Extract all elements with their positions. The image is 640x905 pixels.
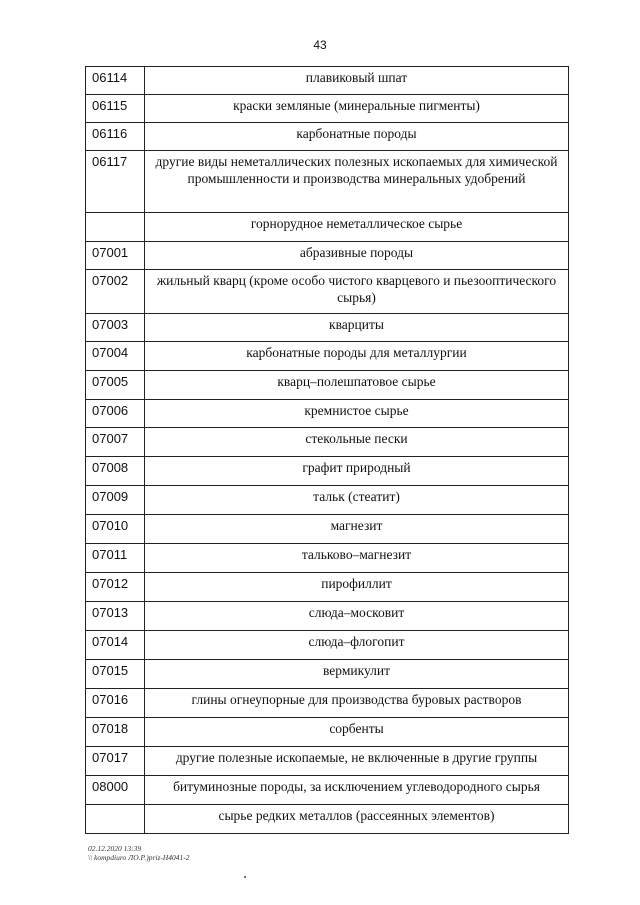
row-code: 06116 [86,123,145,151]
table-row [86,400,569,428]
row-name: горнорудное неметаллическое сырье [145,213,569,242]
row-name: сорбенты [145,718,569,747]
table-row [86,314,569,342]
row-name: тальк (стеатит) [145,486,569,515]
table-row [86,544,569,573]
row-code: 07015 [86,660,145,689]
row-name: плавиковый шпат [145,67,569,95]
row-name: слюда–флогопит [145,631,569,660]
table-row [86,67,569,95]
row-name: кварциты [145,314,569,342]
row-code: 07004 [86,342,145,371]
row-name: магнезит [145,515,569,544]
table-row [86,515,569,544]
row-name: графит природный [145,457,569,486]
table-row [86,371,569,400]
table-row [86,660,569,689]
row-name: другие полезные ископаемые, не включенные в другие группы [145,747,569,776]
row-code: 07017 [86,747,145,776]
row-code: 07013 [86,602,145,631]
row-code: 06115 [86,95,145,123]
row-name: абразивные породы [145,242,569,270]
table-row [86,486,569,515]
table-row [86,213,569,242]
row-name: кварц–полешпатовое сырье [145,371,569,400]
table-row [86,242,569,270]
table-row [86,631,569,660]
row-code: 07016 [86,689,145,718]
table-row [86,573,569,602]
row-name: сырье редких металлов (рассеянных элементов) [145,805,569,834]
row-code: 07006 [86,400,145,428]
row-name: карбонатные породы для металлургии [145,342,569,371]
row-code: 08000 [86,776,145,805]
row-code: 07005 [86,371,145,400]
table-row [86,95,569,123]
row-code: 07007 [86,428,145,457]
row-name: слюда–московит [145,602,569,631]
row-name: тальково–магнезит [145,544,569,573]
row-code: 06117 [86,151,145,213]
row-code: 07001 [86,242,145,270]
row-name: кремнистое сырье [145,400,569,428]
footer-document-ref: \\ kompdiuro ЛО.Р.)priz-H4041-2 [88,853,190,862]
row-code [86,213,145,242]
row-code: 07008 [86,457,145,486]
table-row [86,718,569,747]
row-name: вермикулит [145,660,569,689]
row-code: 07010 [86,515,145,544]
row-name: карбонатные породы [145,123,569,151]
document-footer [88,844,190,862]
table-body [86,67,569,834]
row-code: 07014 [86,631,145,660]
row-code: 07002 [86,270,145,314]
row-code: 06114 [86,67,145,95]
table-row [86,270,569,314]
table-row [86,123,569,151]
row-code: 07012 [86,573,145,602]
table-row [86,689,569,718]
row-name: пирофиллит [145,573,569,602]
row-code: 07009 [86,486,145,515]
table-row [86,457,569,486]
row-code [86,805,145,834]
classification-table [85,66,569,834]
row-code: 07018 [86,718,145,747]
footer-timestamp: 02.12.2020 13:39 [88,844,142,853]
table-row [86,602,569,631]
row-name: другие виды неметаллических полезных ископаемых для химической промышленности и производства минеральных удобрений [145,151,569,213]
row-code: 07011 [86,544,145,573]
row-name: стекольные пески [145,428,569,457]
table-row [86,342,569,371]
page-number: 43 [313,38,327,52]
row-name: краски земляные (минеральные пигменты) [145,95,569,123]
row-name: битуминозные породы, за исключением углеводородного сырья [145,776,569,805]
row-name: жильный кварц (кроме особо чистого кварцевого и пьезооптического сырья) [145,270,569,314]
table-row [86,151,569,213]
row-code: 07003 [86,314,145,342]
table-row [86,776,569,805]
row-name: глины огнеупорные для производства буровых растворов [145,689,569,718]
scan-speck [244,876,246,878]
table-row [86,805,569,834]
table-row [86,428,569,457]
table-row [86,747,569,776]
